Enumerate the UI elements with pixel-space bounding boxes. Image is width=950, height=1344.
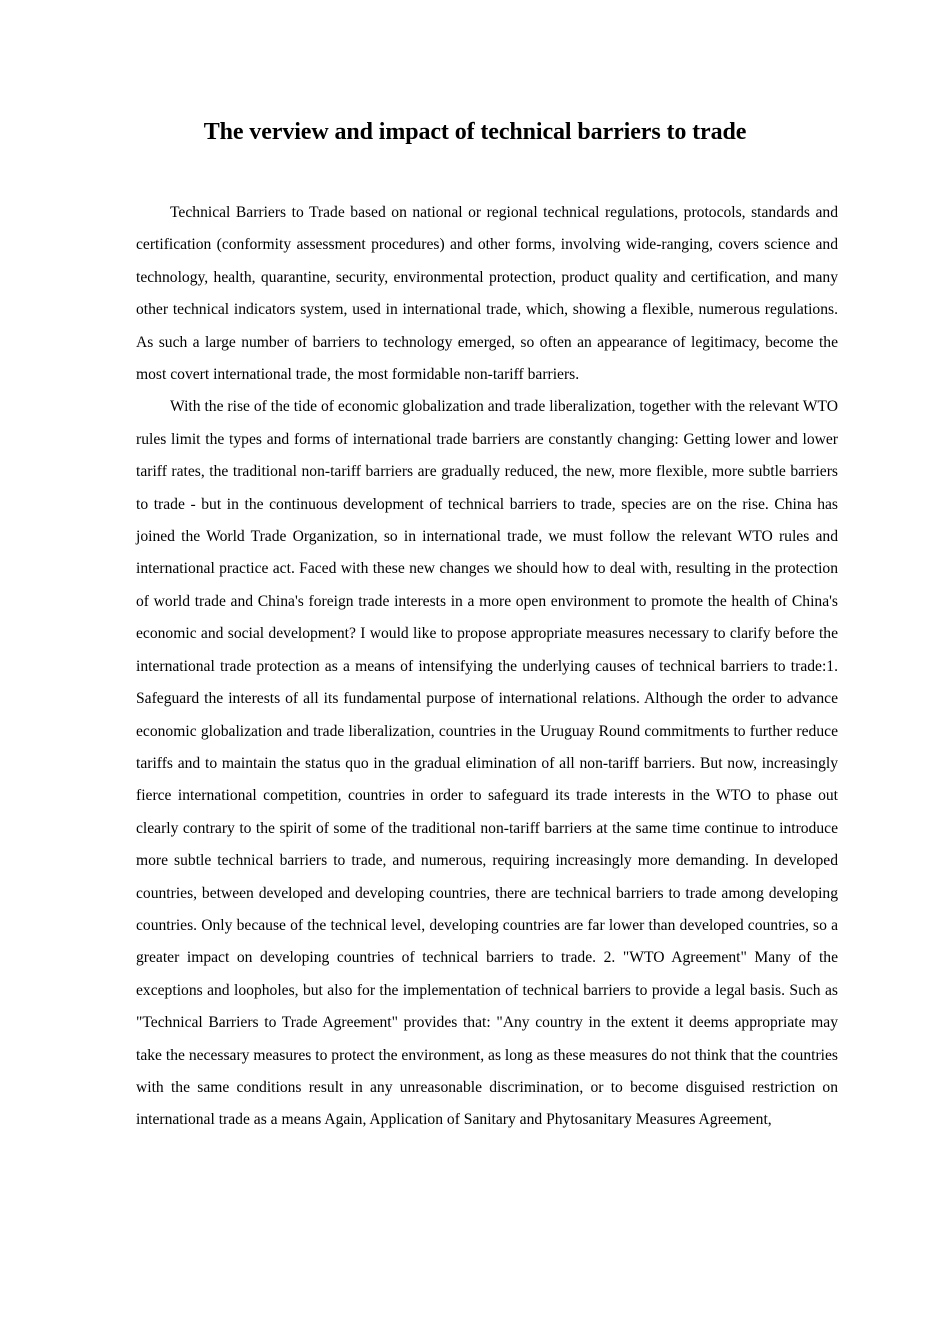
paragraph-2: With the rise of the tide of economic globalization and trade liberalization, together with the relevant WTO rules limit the types and forms of international trade barriers are constantly changing: Getting lower and lower tariff rates, the traditional non-tariff barriers are gradually reduced, the new, more flexible, more subtle barriers to trade - but in the continuous development of technical barriers to trade, species are on the rise. China has joined the World Trade Organization, so in international trade, we must follow the relevant WTO rules and international practice act. Faced with these new changes we should how to deal with, resulting in the protection of world trade and China's foreign trade interests in a more open environment to promote the health of China's economic and social development? I would like to propose appropriate measures necessary to clarify before the international trade protection as a means of intensifying the underlying causes of technical barriers to trade:1. Safeguard the interests of all its fundamental purpose of international relations. Although the order to advance economic globalization and trade liberalization, countries in the Uruguay Round commitments to further reduce tariffs and to maintain the status quo in the gradual elimination of all non-tariff barriers. But now, increasingly fierce international competition, countries in order to safeguard its trade interests in the WTO to phase out clearly contrary to the spirit of some of the traditional non-tariff barriers at the same time continue to introduce more subtle technical barriers to trade, and numerous, requiring increasingly more demanding. In developed countries, between developed and developing countries, there are technical barriers to trade among developing countries. Only because of the technical level, developing countries are far lower than developed countries, so a greater impact on developing countries of technical barriers to trade. 2. "WTO Agreement" Many of the exceptions and loopholes, but also for the implementation of technical barriers to provide a legal basis. Such as "Technical Barriers to Trade Agreement" provides that: "Any country in the extent it deems appropriate may take the necessary measures to protect the environment, as long as these measures do not think that the countries with the same conditions result in any unreasonable discrimination, or to become disguised restriction on international trade as a means Again, Application of Sanitary and Phytosanitary Measures Agreement,: [136, 398, 838, 1129]
document-body: [136, 197, 838, 1137]
document-title: The verview and impact of technical barriers to trade: [203, 119, 747, 145]
paragraph-1: Technical Barriers to Trade based on national or regional technical regulations, protocols, standards and certification (conformity assessment procedures) and other forms, involving wide-ranging, covers science and technology, health, quarantine, security, environmental protection, product quality and certification, and many other technical indicators system, used in international trade, which, showing a flexible, numerous regulations. As such a large number of barriers to technology emerged, so often an appearance of legitimacy, become the most covert international trade, the most formidable non-tariff barriers.: [136, 204, 838, 384]
